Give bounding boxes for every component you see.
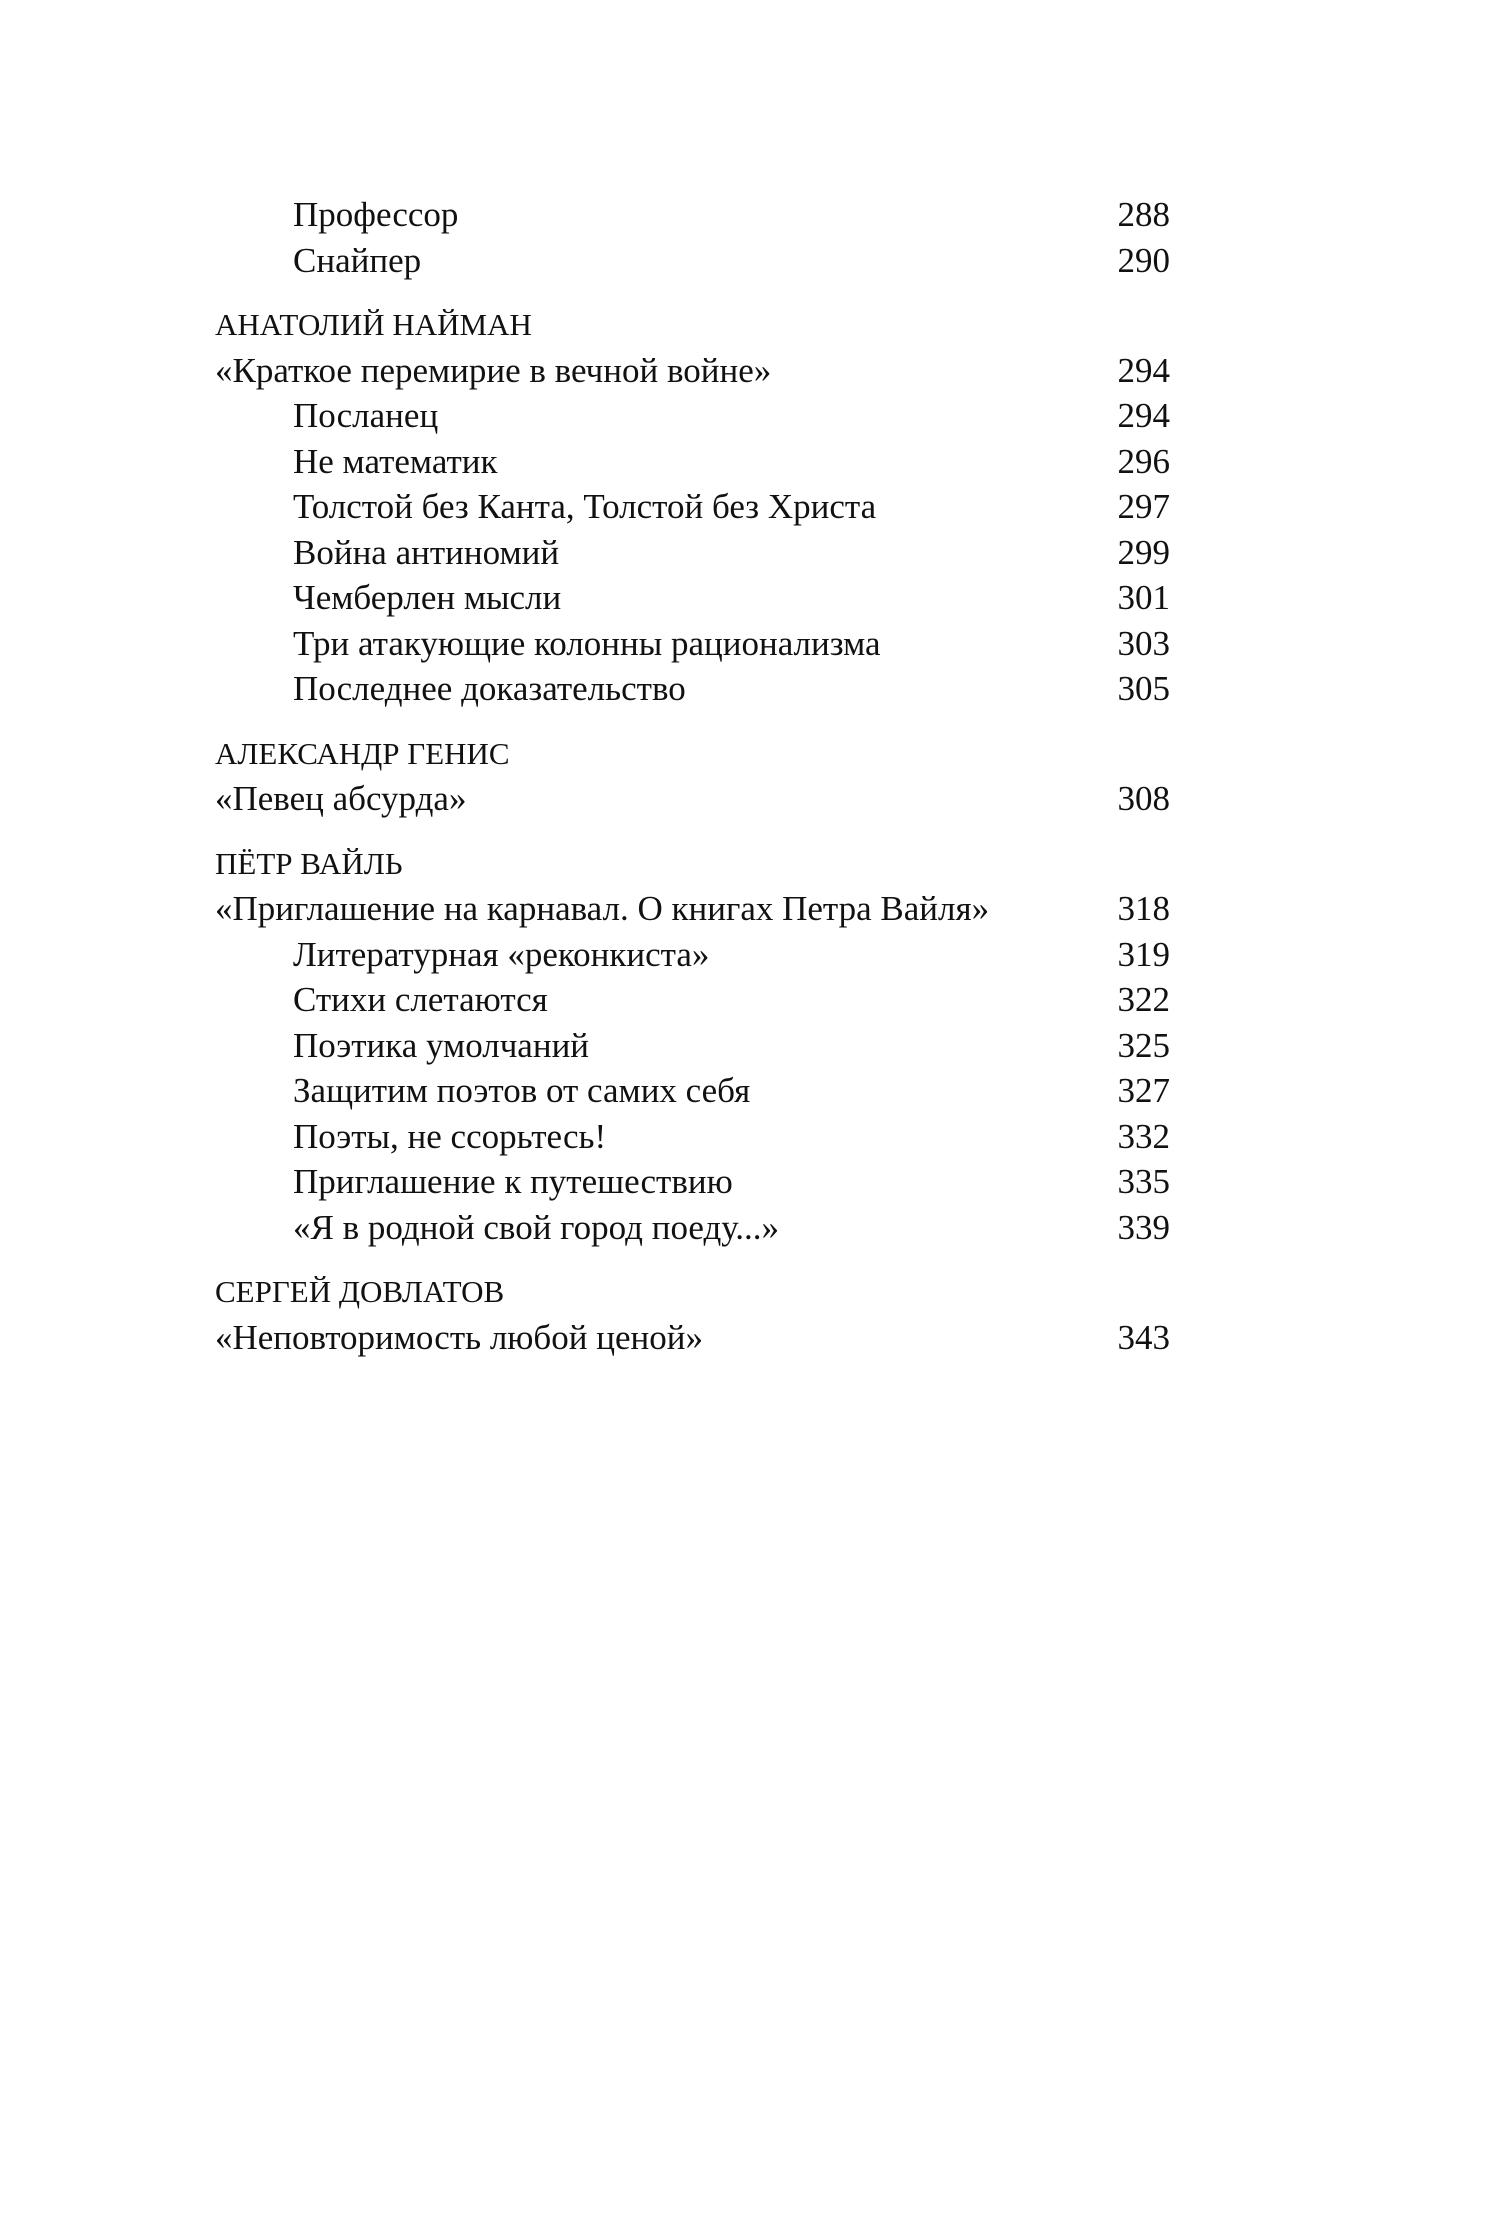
toc-entry-page: 339: [1117, 1207, 1170, 1247]
toc-entry-title: Поэты, не ссорьтесь!: [293, 1116, 607, 1156]
toc-entry-page: 288: [1117, 195, 1170, 234]
toc-entry-title: Защитим поэтов от самих себя: [293, 1071, 751, 1110]
toc-entry[interactable]: [215, 439, 1170, 485]
toc-entry-page: 303: [1117, 623, 1170, 663]
toc-essay-page: 308: [1117, 779, 1170, 818]
toc-essay-title: «Краткое перемирие в вечной войне»: [215, 350, 772, 390]
toc-entry-title: Посланец: [293, 396, 439, 435]
toc-entry[interactable]: [215, 1023, 1170, 1069]
toc-entry[interactable]: [215, 530, 1170, 576]
author-heading: СЕРГЕЙ ДОВЛАТОВ: [215, 1274, 505, 1309]
toc-entry-title: Не математик: [293, 441, 498, 481]
toc-entry-page: 296: [1117, 441, 1170, 481]
toc-essay-title: «Неповторимость любой ценой»: [215, 1317, 703, 1357]
toc-entry-page: 297: [1117, 487, 1170, 526]
toc-entry-page: 290: [1117, 240, 1170, 280]
toc-essay[interactable]: [215, 776, 1170, 822]
table-of-contents: [215, 192, 1170, 1360]
toc-entry-page: 335: [1117, 1162, 1170, 1201]
toc-entry-title: Литературная «реконкиста»: [293, 934, 710, 974]
toc-entry-title: Чемберлен мысли: [293, 578, 562, 617]
toc-entry[interactable]: [215, 621, 1170, 667]
toc-entry[interactable]: [215, 1114, 1170, 1160]
toc-essay[interactable]: [215, 348, 1170, 394]
toc-essay[interactable]: [215, 1315, 1170, 1361]
toc-entry[interactable]: [215, 977, 1170, 1023]
toc-entry[interactable]: [215, 932, 1170, 978]
toc-entry-title: «Я в родной свой город поеду...»: [293, 1207, 780, 1247]
toc-entry-title: Приглашение к путешествию: [293, 1162, 733, 1201]
toc-entry[interactable]: [215, 192, 1170, 238]
toc-entry-title: Три атакующие колонны рационализма: [293, 623, 881, 663]
toc-essay-page: 294: [1117, 350, 1170, 390]
toc-essay[interactable]: [215, 886, 1170, 932]
toc-entry-page: 325: [1117, 1025, 1170, 1065]
toc-entry[interactable]: [215, 238, 1170, 284]
toc-entry-page: 319: [1117, 934, 1170, 974]
toc-entry-title: Профессор: [293, 195, 459, 234]
toc-entry-title: Снайпер: [293, 240, 422, 280]
toc-entry[interactable]: [215, 484, 1170, 530]
author-heading: АНАТОЛИЙ НАЙМАН: [215, 307, 532, 342]
toc-entry-title: Последнее доказательство: [293, 669, 686, 708]
toc-essay-title: «Певец абсурда»: [215, 779, 467, 818]
toc-entry[interactable]: [215, 666, 1170, 712]
toc-essay-page: 343: [1117, 1317, 1170, 1357]
toc-entry-page: 327: [1117, 1071, 1170, 1110]
toc-entry[interactable]: [215, 1205, 1170, 1251]
toc-entry-page: 294: [1117, 396, 1170, 435]
toc-entry-page: 332: [1117, 1116, 1170, 1156]
author-heading: ПЁТР ВАЙЛЬ: [215, 845, 403, 881]
toc-entry[interactable]: [215, 575, 1170, 621]
toc-entry-page: 322: [1117, 980, 1170, 1019]
toc-essay-title: «Приглашение на карнавал. О книгах Петра Вайля»: [215, 889, 990, 928]
toc-entry-title: Стихи слетаются: [293, 980, 548, 1019]
toc-entry-page: 301: [1117, 578, 1170, 617]
toc-essay-page: 318: [1117, 889, 1170, 928]
toc-entry[interactable]: [215, 393, 1170, 439]
toc-entry-title: Поэтика умолчаний: [293, 1025, 590, 1065]
author-heading: АЛЕКСАНДР ГЕНИС: [215, 735, 510, 771]
toc-entry[interactable]: [215, 1159, 1170, 1205]
toc-entry-page: 305: [1117, 669, 1170, 708]
toc-entry-title: Война антиномий: [293, 532, 560, 572]
toc-entry[interactable]: [215, 1068, 1170, 1114]
toc-entry-title: Толстой без Канта, Толстой без Христа: [293, 487, 877, 526]
toc-entry-page: 299: [1117, 532, 1170, 572]
